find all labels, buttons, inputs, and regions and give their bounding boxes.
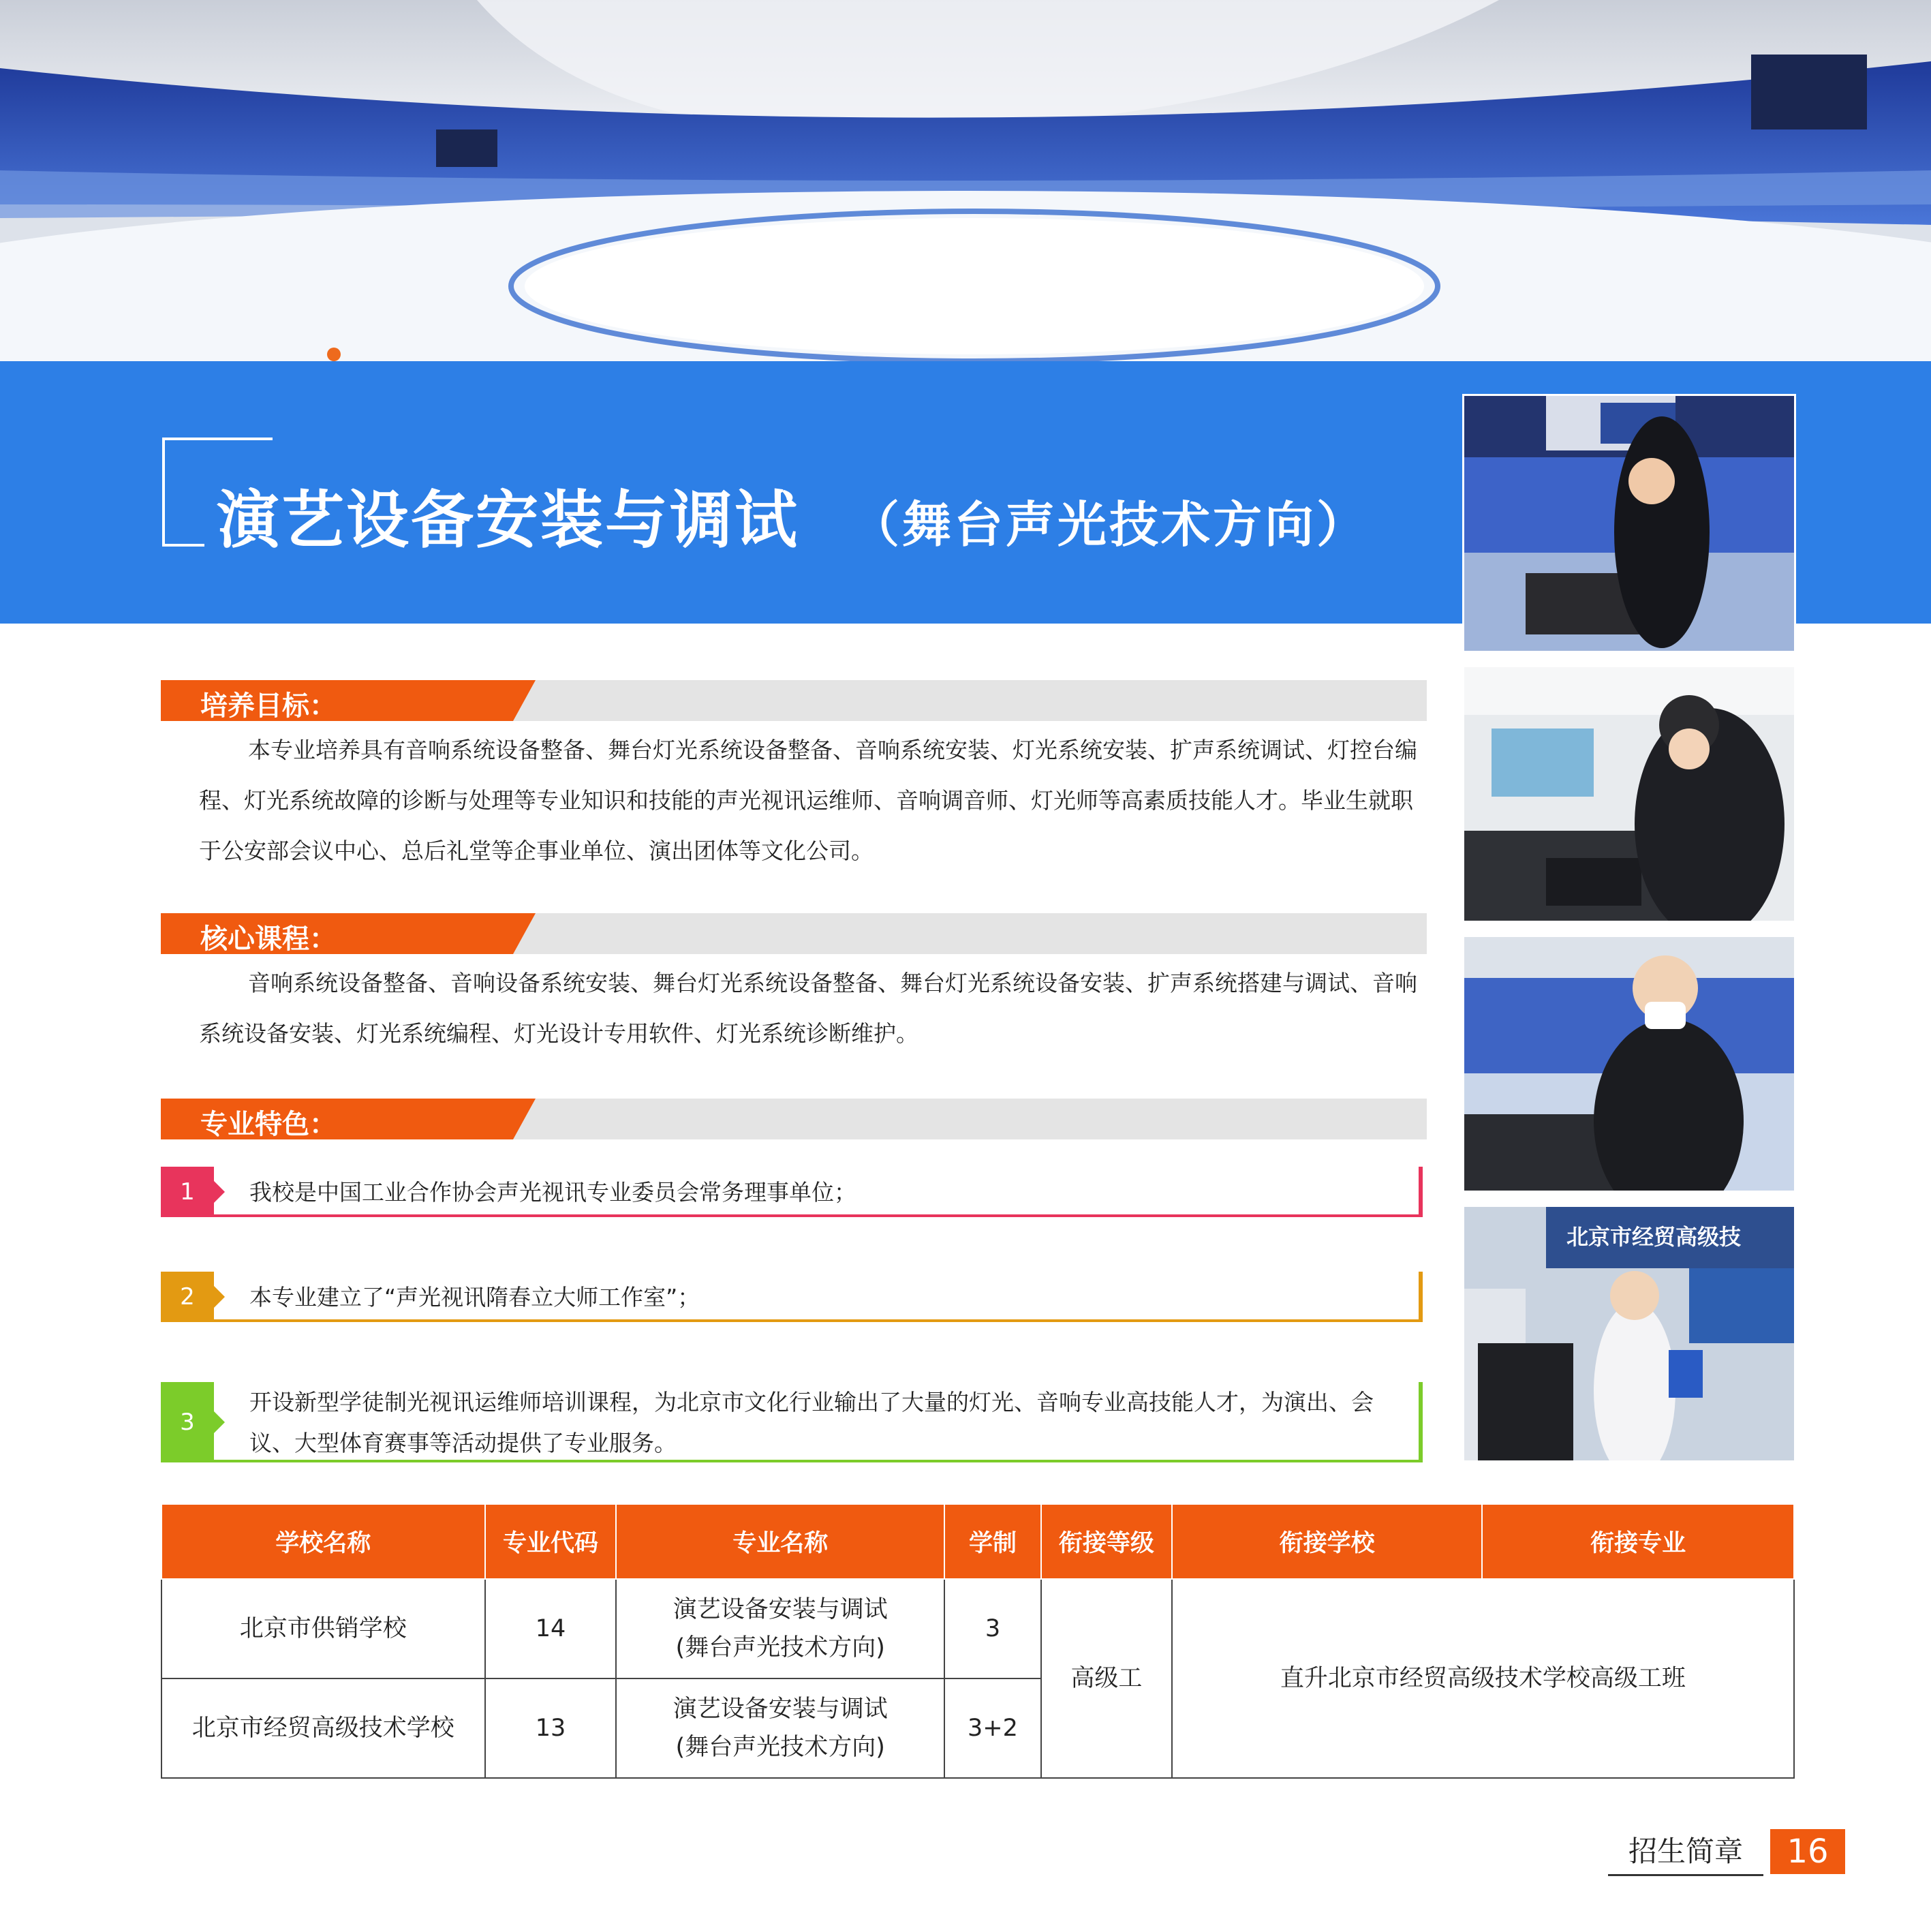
feature-item-3 xyxy=(161,1382,1423,1462)
section-header-goal xyxy=(161,680,1427,721)
major-line-1: 演艺设备安装与调试 xyxy=(673,1696,888,1723)
feature-text: 我校是中国工业合作协会声光视讯专业委员会常务理事单位； xyxy=(249,1179,856,1206)
feature-underline xyxy=(161,1214,1423,1217)
core-paragraph xyxy=(199,958,1425,1059)
table-header-row xyxy=(161,1504,1794,1579)
major-line-2: (舞台声光技术方向) xyxy=(675,1634,885,1661)
cell-level: 高级工 xyxy=(1041,1579,1172,1778)
col-header-target-major: 衔接专业 xyxy=(1482,1504,1794,1579)
feature-number: 2 xyxy=(161,1272,214,1322)
title-bracket-bottom xyxy=(162,544,204,547)
feature-underline xyxy=(161,1460,1423,1462)
section-label: 核心课程： xyxy=(200,923,337,955)
feature-item-1 xyxy=(161,1167,1423,1217)
enrollment-table xyxy=(161,1503,1795,1779)
col-header-level: 衔接等级 xyxy=(1041,1504,1172,1579)
col-header-code: 专业代码 xyxy=(485,1504,617,1579)
cell-major xyxy=(616,1579,944,1678)
footer-label: 招生简章 xyxy=(1608,1829,1763,1876)
section-label: 专业特色： xyxy=(200,1109,337,1140)
goal-text: 本专业培养具有音响系统设备整备、舞台灯光系统设备整备、音响系统安装、灯光系统安装、扩声系统调试、灯控台编程、灯光系统故障的诊断与处理等专业知识和技能的声光视讯运维师、音响调音师、灯光师等高素质技能人才。毕业生就职于公安部会议中心、总后礼堂等企事业单位、演出团体等文化公司。 xyxy=(199,737,1417,864)
section-label: 培养目标： xyxy=(200,690,337,722)
major-line-1: 演艺设备安装与调试 xyxy=(673,1596,888,1623)
photo-control-desk xyxy=(1462,394,1796,653)
page-number: 16 xyxy=(1770,1829,1845,1874)
arrow-icon xyxy=(214,1181,225,1203)
core-text: 音响系统设备整备、音响设备系统安装、舞台灯光系统设备整备、舞台灯光系统设备安装、扩声系统搭建与调试、音响系统设备安装、灯光系统编程、灯光设计专用软件、灯光系统诊断维护。 xyxy=(199,970,1417,1047)
feature-number: 1 xyxy=(161,1167,214,1217)
col-header-school: 学校名称 xyxy=(161,1504,485,1579)
cell-major xyxy=(616,1678,944,1778)
cell-school: 北京市供销学校 xyxy=(161,1579,485,1678)
photo-operator-thumbs-up xyxy=(1462,935,1796,1193)
section-header-features xyxy=(161,1099,1427,1139)
title-bracket-left xyxy=(162,438,165,547)
arena-illustration xyxy=(0,0,1931,361)
photo-mixing-console xyxy=(1462,665,1796,923)
title-bracket-top xyxy=(162,438,273,440)
col-header-target-school: 衔接学校 xyxy=(1172,1504,1483,1579)
col-header-major: 专业名称 xyxy=(616,1504,944,1579)
page-title: 演艺设备安装与调试 xyxy=(217,484,800,557)
photo-sign-text: 北京市经贸高级技 xyxy=(1566,1224,1742,1250)
cell-years: 3 xyxy=(944,1579,1041,1678)
arena-photo xyxy=(0,0,1931,361)
cell-code: 13 xyxy=(485,1678,617,1778)
page-subtitle: （舞台声光技术方向） xyxy=(850,496,1369,553)
col-header-years: 学制 xyxy=(944,1504,1041,1579)
table-row xyxy=(161,1579,1794,1678)
cell-years: 3+2 xyxy=(944,1678,1041,1778)
arrow-icon xyxy=(214,1286,225,1308)
arrow-icon xyxy=(214,1411,225,1433)
section-header-core xyxy=(161,913,1427,954)
cell-school: 北京市经贸高级技术学校 xyxy=(161,1678,485,1778)
major-line-2: (舞台声光技术方向) xyxy=(675,1734,885,1761)
feature-right-rule xyxy=(1419,1167,1423,1217)
feature-text: 开设新型学徒制光视讯运维师培训课程，为北京市文化行业输出了大量的灯光、音响专业高技能人才，为演出、会议、大型体育赛事等活动提供了专业服务。 xyxy=(249,1389,1374,1456)
feature-text: 本专业建立了“声光视讯隋春立大师工作室”； xyxy=(249,1284,700,1310)
cell-target: 直升北京市经贸高级技术学校高级工班 xyxy=(1172,1579,1794,1778)
feature-right-rule xyxy=(1419,1382,1423,1462)
cell-code: 14 xyxy=(485,1579,617,1678)
feature-number: 3 xyxy=(161,1382,214,1462)
photo-competition-host xyxy=(1462,1205,1796,1462)
goal-paragraph xyxy=(199,725,1425,876)
feature-item-2 xyxy=(161,1272,1423,1322)
feature-underline xyxy=(161,1319,1423,1322)
feature-right-rule xyxy=(1419,1272,1423,1322)
